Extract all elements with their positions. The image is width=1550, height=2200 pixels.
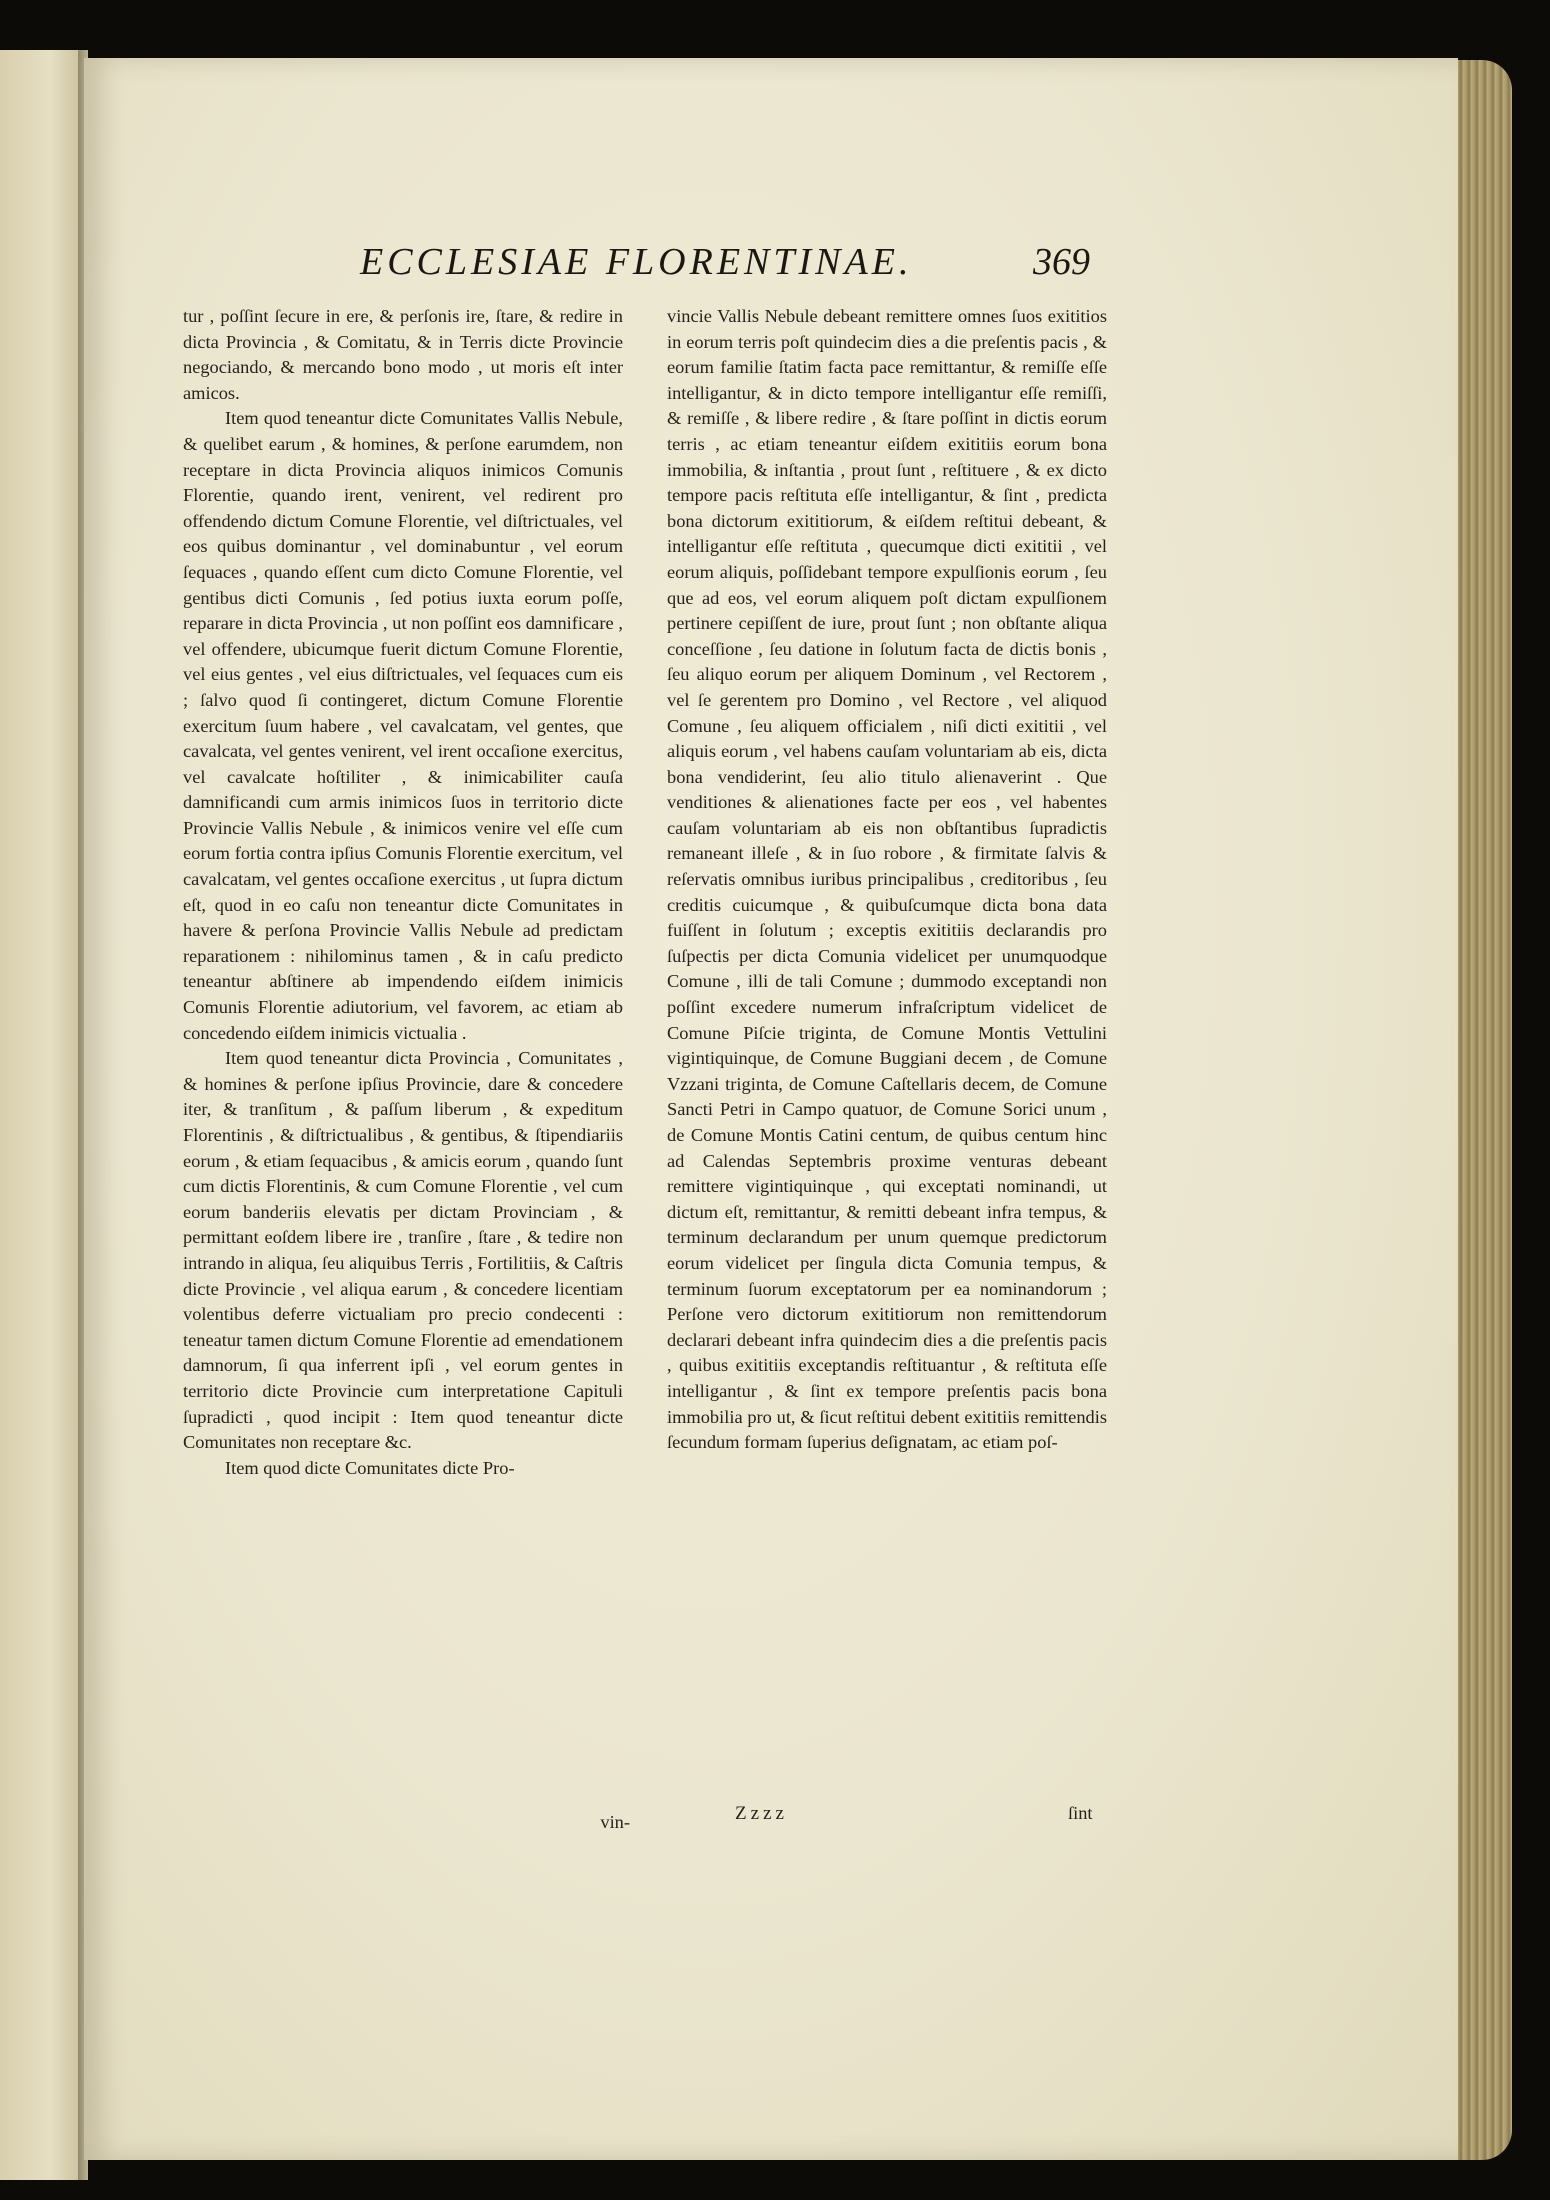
page-number: 369	[1033, 241, 1090, 283]
paragraph: tur , poſſint ſecure in ere, & perſonis ire, ſtare, & redire in dicta Provincia , & Comitatu, & in Terris dicte Provincie negociando, & mercando bono modo , ut moris eſt inter amicos.	[183, 306, 623, 403]
paragraph: Item quod teneantur dicta Provincia , Comunitates , & homines & perſone ipſius Provincie, dare & concedere iter, & tranſitum , & paſſum liberum , & expeditum Florentinis , & diſtrictualibus , & gentibus, & ſtipendiariis eorum , & etiam ſequacibus , & amicis eorum , quando ſunt cum dictis Florentinis, & cum Comune Florentie , vel cum eorum banderiis elevatis per dictam Provinciam , & permittant eoſdem libere ire , tranſire , ſtare , & tedire non intrando in aliqua, ſeu aliquibus Terris , Fortilitiis, & Caſtris dicte Provincie , vel aliqua earum , & concedere licentiam volentibus deferre victualiam pro precio condecenti : teneatur tamen dictum Comune Florentie ad emendationem damnorum, ſi qua inferrent ipſi , vel eorum gentes in territorio dicte Provincie cum interpretatione Capituli ſupradicti , quod incipit : Item quod teneantur dicte Comunitates non receptare &c.	[183, 1048, 623, 1453]
left-text-column	[183, 304, 623, 1481]
running-title: ECCLESIAE FLORENTINAE.	[360, 241, 913, 283]
page-header	[360, 240, 1090, 290]
left-catchword: vin-	[600, 1812, 630, 1832]
signature-mark: Zzzz	[735, 1803, 788, 1824]
right-text-column	[667, 304, 1107, 1456]
right-catchword: ſint	[1068, 1803, 1093, 1823]
left-page-edge	[0, 50, 84, 2180]
paragraph: Item quod teneantur dicte Comunitates Vallis Nebule, & quelibet earum , & homines, & perſone earumdem, non receptare in dicta Provincia aliquos inimicos Comunis Florentie, quando irent, venirent, vel redirent pro offendendo dictum Comune Florentie, vel diſtrictuales, vel eos quibus dominantur , vel dominabuntur , vel eorum ſequaces , quando eſſent cum dicto Comune Florentie, vel gentibus dicti Comunis , ſed potius iuxta eorum poſſe, reparare in dicta Provincia , ut non poſſint eos damnificare , vel offendere, ubicumque fuerit dictum Comune Florentie, vel eius gentes , vel eius diſtrictuales, vel ſequaces cum eis ; ſalvo quod ſi contingeret, dictum Comune Florentie exercitum ſuum habere , vel cavalcatam, vel gentes, que cavalcata, vel gentes venirent, vel irent occaſione exercitus, vel cavalcate hoſtiliter , & inimicabiliter cauſa damnificandi cum armis inimicos ſuos in territorio dicte Provincie Vallis Nebule , & inimicos venire vel eſſe cum eorum fortia contra ipſius Comunis Florentie exercitum, vel cavalcatam, vel gentes occaſione exercitus , ut ſupra dictum eſt, quod in eo caſu non teneantur dicte Comunitates in havere & perſona Provincie Vallis Nebule ad predictam reparationem : nihilominus tamen , & in caſu predicto teneantur abſtinere ab impendendo eiſdem inimicis Comunis Florentie adiutorium, vel favorem, ac etiam ab concedendo eiſdem inimicis victualia .	[183, 408, 623, 1043]
paragraph: vincie Vallis Nebule debeant remittere omnes ſuos exititios in eorum terris poſt quindecim dies a die preſentis pacis , & eorum familie ſtatim facta pace remittantur, & remiſſe eſſe intelligantur, & in dicto tempore intelligantur eſſe remiſſi, & remiſſe , & libere redire , & ſtare poſſint in dictis eorum terris , ac etiam teneantur eiſdem exititiis eorum bona immobilia, & inſtantia , prout ſunt , reſtituere , & ex dicto tempore pacis reſtituta eſſe intelligantur, & ſint , predicta bona dictorum exititiorum, & eiſdem reſtitui debeant, & intelligantur eſſe reſtituta , quecumque dicti exititii , vel eorum aliquis, poſſidebant tempore expulſionis eorum , ſeu que ad eos, vel eorum aliquem poſt dictam expulſionem pertinere cepiſſent de iure, prout ſunt ; non obſtante aliqua conceſſione , ſeu datione in ſolutum facta de dictis bonis , ſeu aliquo eorum per aliquem Dominum , vel Rectorem , vel ſe gerentem pro Domino , vel Rectore , vel aliquod Comune , ſeu aliquem officialem , niſi dicti exititii , vel aliquis eorum , vel habens cauſam voluntariam ab eis, dicta bona vendiderint, ſeu alio titulo alienaverint . Que venditiones & alienationes facte per eos , vel habentes cauſam voluntariam ab eis non obſtantibus ſupradictis remaneant illeſe , & in ſuo robore , & firmitate ſalvis & reſervatis omnibus iuribus principalibus , creditoribus , ſeu creditis cuicumque , & quibuſcumque dicta bona data fuiſſent in ſolutum ; exceptis exititiis declarandis pro ſuſpectis per dicta Comunia videlicet per unumquodque Comune , illi de tali Comune ; dummodo exceptandi non poſſint excedere numerum infraſcriptum videlicet de Comune Piſcie triginta, de Comune Montis Vettulini vigintiquinque, de Comune Buggiani decem , de Comune Vzzani triginta, de Comune Caſtellaris decem, de Comune Sancti Petri in Campo quatuor, de Comune Sorici unum , de Comune Montis Catini centum, de quibus centum hinc ad Calendas Septembris proxime venturas debeant remittere vigintiquinque , qui exceptati nominandi, ut dictum eſt, remittantur, & remitti debeant infra tempus, & terminum declarandum per unum quemque predictorum eorum videlicet per ſingula dicta Comunia tempus, & terminum ſuorum exceptatorum per ea nominandorum ; Perſone vero dictorum exititiorum non remittendorum declarari debeant infra quindecim dies a die preſentis pacis , quibus exititiis exceptandis reſtituantur , & reſtituta eſſe intelligantur , & ſint ex tempore preſentis pacis bona immobilia pro ut, & ſicut reſtitui debent exititiis remittendis ſecundum formam ſuperius deſignatam, ac etiam poſ-	[667, 306, 1107, 1453]
paragraph: Item quod dicte Comunitates dicte Pro-	[225, 1457, 515, 1478]
